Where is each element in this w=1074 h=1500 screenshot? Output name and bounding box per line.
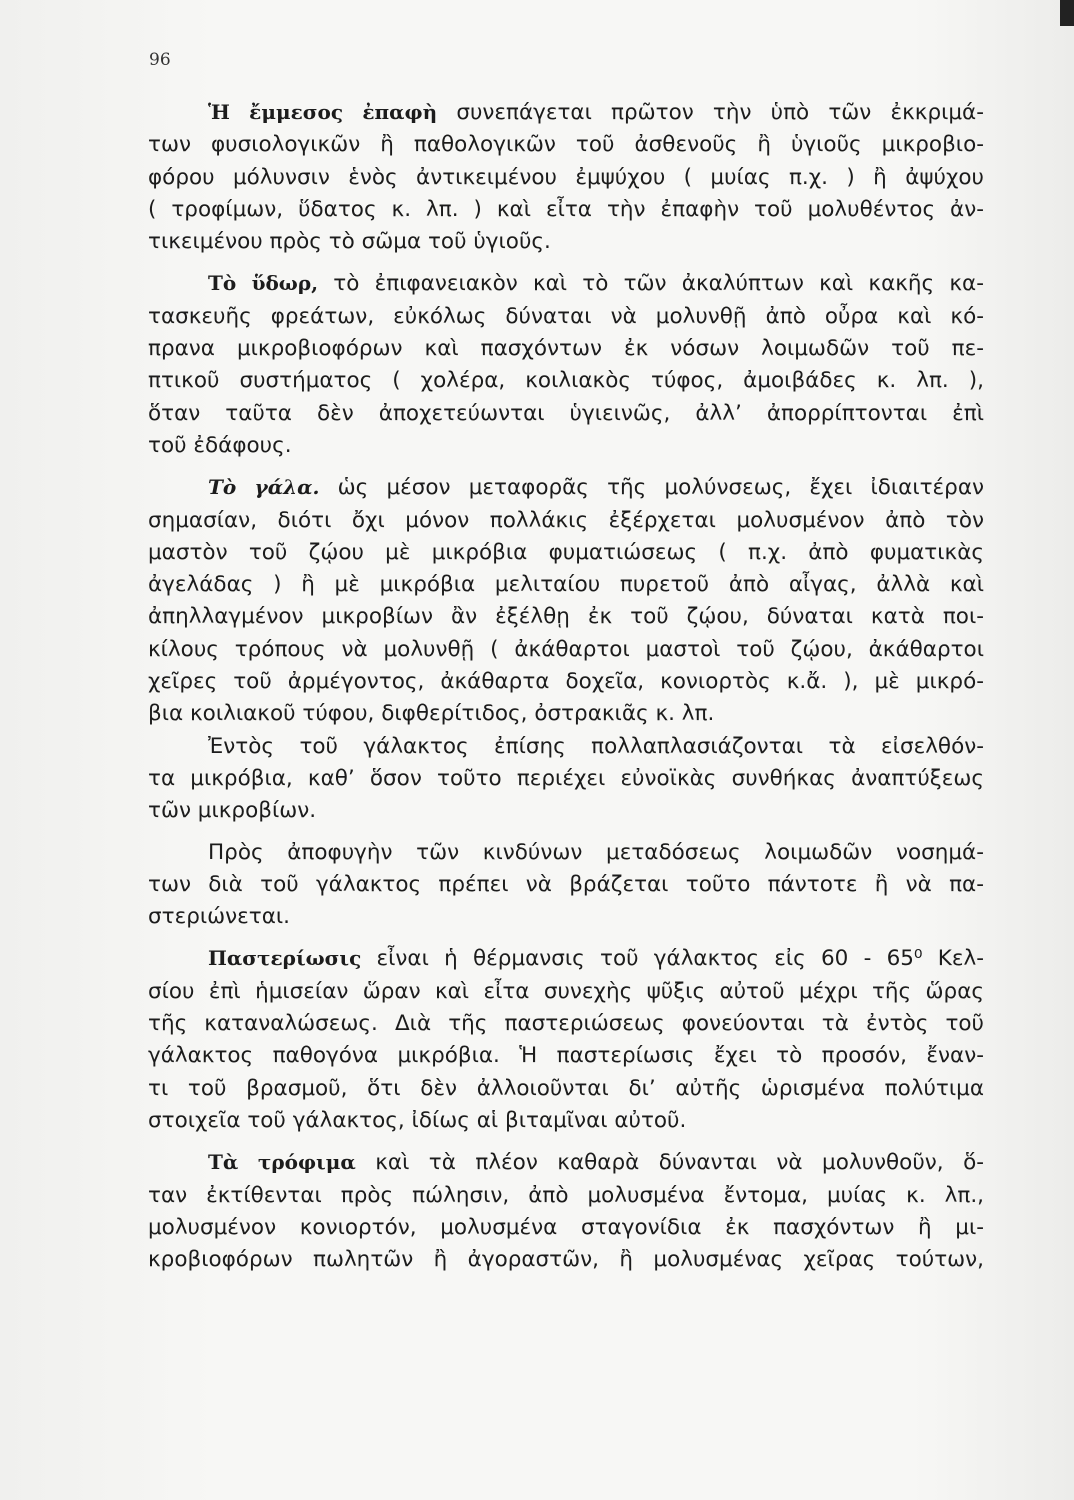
text-line: ἀγελάδας ) ἢ μὲ μικρόβια μελιταίου πυρετοῦ ἀπὸ αἶγας, ἀλλὰ καὶ xyxy=(148,572,984,598)
text-line: τῆς καταναλώσεως. Διὰ τῆς παστεριώσεως φονεύονται τὰ ἐντὸς τοῦ xyxy=(148,1011,984,1037)
text-line: τασκευῆς φρεάτων, εὐκόλως δύναται νὰ μολυνθῇ ἀπὸ οὖρα καὶ κό- xyxy=(148,303,984,329)
page-number: 96 xyxy=(149,50,171,70)
corner-scan-mark xyxy=(1060,0,1074,26)
bold-term: Τὸ γάλα. xyxy=(208,475,320,500)
paragraph-foods xyxy=(148,1146,984,1276)
text-line: ( τροφίμων, ὕδατος κ. λπ. ) καὶ εἶτα τὴν ἐπαφὴν τοῦ μολυθέντος ἀν- xyxy=(148,196,984,222)
text-line: στεριώνεται. xyxy=(148,904,290,930)
text-line: κίλους τρόπους νὰ μολυνθῇ ( ἀκάθαρτοι μαστοὶ τοῦ ζῴου, ἀκάθαρτοι xyxy=(148,636,984,662)
text-line: φόρου μόλυνσιν ἑνὸς ἀντικειμένου ἐμψύχου ( μυίας π.χ. ) ἢ ἀψύχου xyxy=(148,164,984,190)
text-line: Πρὸς ἀποφυγὴν τῶν κινδύνων μεταδόσεως λοιμωδῶν νοσημά- xyxy=(208,839,984,865)
text-line: τικειμένου πρὸς τὸ σῶμα τοῦ ὑγιοῦς. xyxy=(148,229,551,255)
text-line: μαστὸν τοῦ ζῴου μὲ μικρόβια φυματιώσεως ( π.χ. ἀπὸ φυματικὰς xyxy=(148,539,984,565)
body-text xyxy=(148,96,984,1276)
text-line: Τὸ γάλα. ὡς μέσον μεταφορᾶς τῆς μολύνσεως, ἔχει ἰδιαιτέραν xyxy=(208,475,984,501)
text-line: των φυσιολογικῶν ἢ παθολογικῶν τοῦ ἀσθενοῦς ἢ ὑγιοῦς μικροβιο- xyxy=(148,132,984,158)
text-line: βια κοιλιακοῦ τύφου, διφθερίτιδος, ὀστρακιᾶς κ. λπ. xyxy=(148,701,715,727)
text-line: πτικοῦ συστήματος ( χολέρα, κοιλιακὸς τύφος, ἀμοιβάδες κ. λπ. ), xyxy=(148,368,984,394)
paragraph-indirect-contact xyxy=(148,96,984,258)
paragraph-milk-growth xyxy=(148,731,984,828)
text-line: γάλακτος παθογόνα μικρόβια. Ἡ παστερίωσις ἔχει τὸ προσόν, ἔναν- xyxy=(148,1043,984,1069)
text-line: ὅταν ταῦτα δὲν ἀποχετεύωνται ὑγιεινῶς, ἀλλ’ ἀπορρίπτονται ἐπὶ xyxy=(148,400,984,426)
text-line: τῶν μικροβίων. xyxy=(148,798,317,824)
text-line: τοῦ ἐδάφους. xyxy=(148,432,292,458)
text-line: μολυσμένον κονιορτόν, μολυσμένα σταγονίδια ἐκ πασχόντων ἢ μι- xyxy=(148,1214,984,1240)
text-line: τι τοῦ βρασμοῦ, ὅτι δὲν ἀλλοιοῦνται δι’ αὐτῆς ὡρισμένα πολύτιμα xyxy=(148,1075,984,1101)
bold-term: Τὰ τρόφιμα xyxy=(208,1150,356,1175)
text-line: Ἡ ἔμμεσος ἐπαφὴ συνεπάγεται πρῶτον τὴν ὑπὸ τῶν ἐκκριμά- xyxy=(208,100,984,125)
paragraph-milk-prevention xyxy=(148,837,984,934)
text-line: των διὰ τοῦ γάλακτος πρέπει νὰ βράζεται τοῦτο πάντοτε ἢ νὰ πα- xyxy=(148,871,984,897)
text-line: Παστερίωσις εἶναι ἡ θέρμανσις τοῦ γάλακτος εἰς 60 - 65⁰ Κελ- xyxy=(208,946,984,972)
text-line: σημασίαν, διότι ὄχι μόνον πολλάκις ἐξέρχεται μολυσμένον ἀπὸ τὸν xyxy=(148,507,984,533)
text-line: σίου ἐπὶ ἡμισείαν ὥραν καὶ εἶτα συνεχὴς ψῦξις αὐτοῦ μέχρι τῆς ὥρας xyxy=(148,978,984,1004)
paragraph-milk xyxy=(148,471,984,730)
text-line: πρανα μικροβιοφόρων καὶ πασχόντων ἐκ νόσων λοιμωδῶν τοῦ πε- xyxy=(148,336,984,362)
bold-term: Παστερίωσις xyxy=(208,946,362,971)
text-line: χεῖρες τοῦ ἀρμέγοντος, ἀκάθαρτα δοχεῖα, κονιορτὸς κ.ἄ. ), μὲ μικρό- xyxy=(148,669,984,695)
paragraph-pasteurization xyxy=(148,942,984,1137)
paragraph-water xyxy=(148,267,984,462)
text-line: ἀπηλλαγμένον μικροβίων ἂν ἐξέλθῃ ἐκ τοῦ ζῴου, δύναται κατὰ ποι- xyxy=(148,604,984,630)
text-line: Τὸ ὕδωρ, τὸ ἐπιφανειακὸν καὶ τὸ τῶν ἀκαλύπτων καὶ κακῆς κα- xyxy=(208,271,984,297)
text-line: ταν ἐκτίθενται πρὸς πώλησιν, ἀπὸ μολυσμένα ἔντομα, μυίας κ. λπ., xyxy=(148,1182,984,1208)
text-line: στοιχεῖα τοῦ γάλακτος, ἰδίως αἱ βιταμῖναι αὐτοῦ. xyxy=(148,1107,687,1133)
text-line: τα μικρόβια, καθ’ ὅσον τοῦτο περιέχει εὐνοϊκὰς συνθήκας ἀναπτύξεως xyxy=(148,765,984,791)
text-line: κροβιοφόρων πωλητῶν ἢ ἀγοραστῶν, ἢ μολυσμένας χεῖρας τούτων, xyxy=(148,1247,984,1273)
text-line: Ἐντὸς τοῦ γάλακτος ἐπίσης πολλαπλασιάζονται τὰ εἰσελθόν- xyxy=(208,733,984,759)
text-line: Τὰ τρόφιμα καὶ τὰ πλέον καθαρὰ δύνανται νὰ μολυνθοῦν, ὅ- xyxy=(208,1150,984,1176)
bold-term: Τὸ ὕδωρ, xyxy=(208,271,319,296)
bold-term: Ἡ ἔμμεσος ἐπαφὴ xyxy=(208,100,438,124)
